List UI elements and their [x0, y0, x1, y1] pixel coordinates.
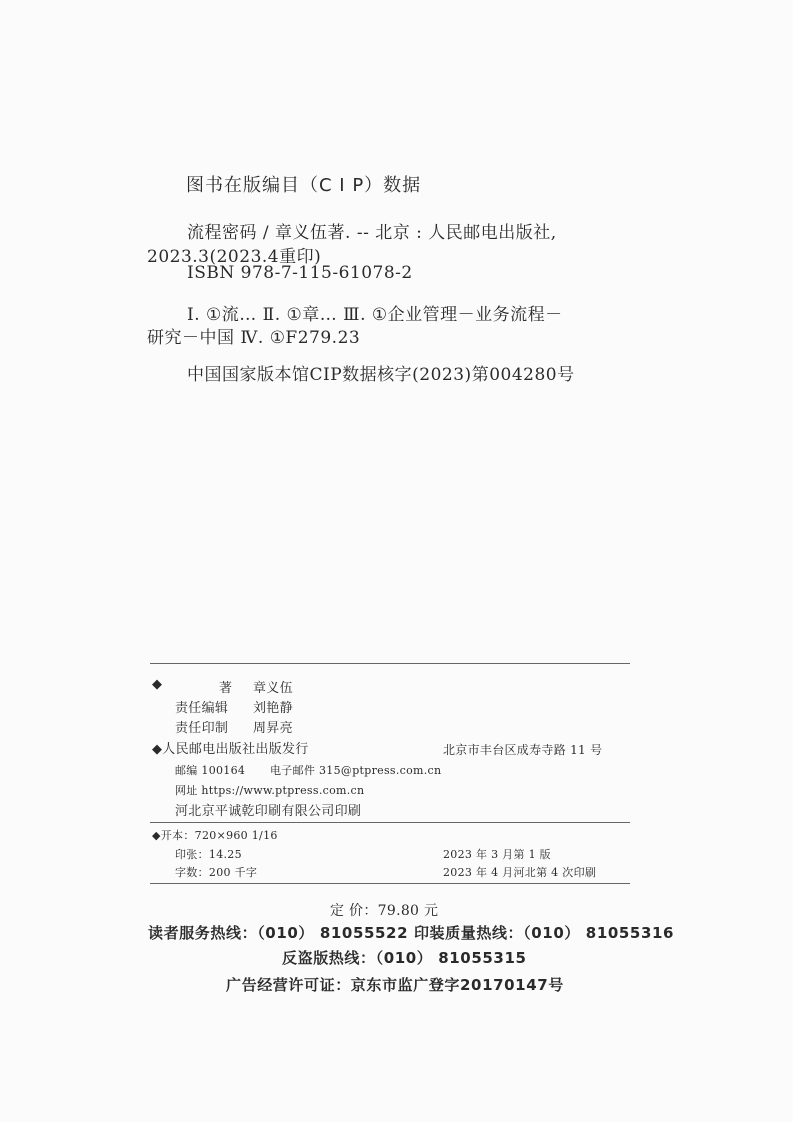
print-manager-label: 责任印制 — [175, 721, 229, 736]
cip-classification-1: Ⅰ. ①流… Ⅱ. ①章… Ⅲ. ①企业管理－业务流程－ — [187, 305, 563, 325]
service-hotlines: 读者服务热线：（010） 81055522 印装质量热线：（010） 81055316 — [148, 924, 675, 942]
editor-name: 刘艳静 — [253, 701, 293, 716]
postcode: 邮编 100164 — [175, 764, 246, 777]
word-count: 字数：200 千字 — [175, 866, 258, 879]
cip-line-1: 流程密码 / 章义伍著. -- 北京 : 人民邮电出版社, — [187, 223, 557, 243]
cip-classification-2: 研究－中国 Ⅳ. ①F279.23 — [147, 328, 361, 348]
book-format: ◆开本：720×960 1/16 — [152, 829, 278, 842]
author-label: 著 — [219, 681, 233, 696]
credits-middle-rule — [150, 822, 630, 823]
cip-line-2: 2023.3(2023.4重印) — [147, 247, 322, 267]
credits-top-rule — [150, 663, 630, 664]
publisher-address: 北京市丰台区成寿寺路 11 号 — [443, 743, 603, 757]
edition: 2023 年 3 月第 1 版 — [443, 848, 551, 861]
website: 网址 https://www.ptpress.com.cn — [175, 784, 365, 797]
printer: 河北京平诚乾印刷有限公司印刷 — [175, 804, 362, 819]
print-manager-name: 周昇亮 — [253, 721, 293, 736]
advertising-license: 广告经营许可证：京东市监广登字20170147号 — [226, 976, 564, 994]
cip-isbn: ISBN 978-7-115-61078-2 — [187, 263, 413, 283]
credits-bottom-rule — [150, 883, 630, 884]
cip-record-number: 中国国家版本馆CIP数据核字(2023)第004280号 — [187, 365, 575, 385]
antipiracy-hotline: 反盗版热线：（010） 81055315 — [282, 949, 527, 967]
publisher: ◆人民邮电出版社出版发行 — [152, 742, 309, 757]
printing-info: 2023 年 4 月河北第 4 次印刷 — [443, 866, 597, 879]
author-marker: ◆ — [152, 677, 163, 692]
cip-title: 图书在版编目（C I P）数据 — [186, 175, 422, 196]
email: 电子邮件 315@ptpress.com.cn — [270, 764, 442, 777]
author-name: 章义伍 — [253, 681, 293, 696]
editor-label: 责任编辑 — [175, 701, 229, 716]
print-sheets: 印张：14.25 — [175, 848, 242, 861]
price: 定 价：79.80 元 — [330, 903, 439, 919]
